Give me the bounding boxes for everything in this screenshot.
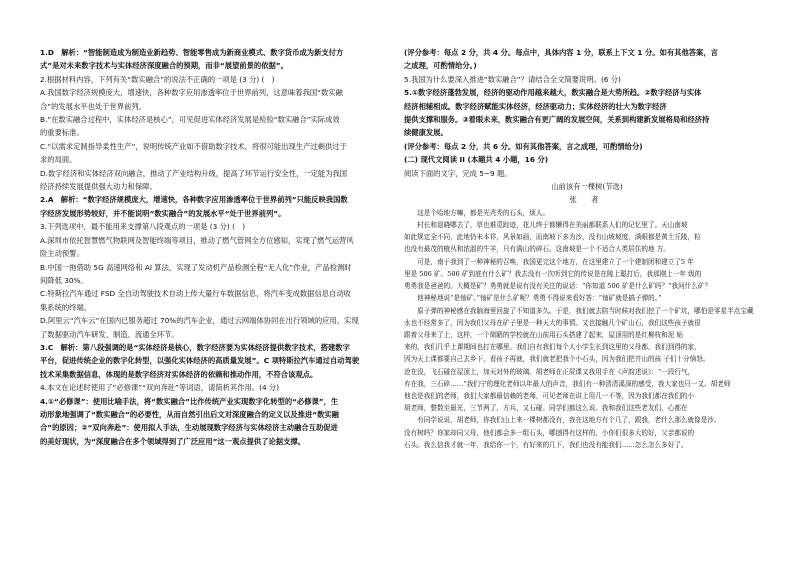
- story-paragraph-line: 没有树吗？你家却同父母，他们都会多一组石头，哪刨得有这样的，小你们很多大的好，父亲都说的: [404, 428, 695, 437]
- text-line: 字经济发展形势较好，并不能说明“数实融合”的发展水平“处于世界前列”。: [40, 208, 286, 218]
- story-paragraph-line: 石头。我么信我才就一年，我给你一个，有好来的几下，我们也没有能我们……怎么怎么多好了。: [404, 440, 688, 449]
- text-line: (评分参考：每点 2 分，共 4 分。每点中，具体内容 1 分，联系上下文 1 分。如有其他答案，言: [404, 48, 718, 57]
- story-paragraph-line: 如此规定全不同，此地仍未本祥，风景如画，而南坡下多为沙，没有山坡坡度，满眼都是黄土丘陵，粒: [404, 233, 701, 242]
- story-author: 张 者: [569, 195, 605, 205]
- text-line: 3.下列选项中，最不能用来支撑第八段观点的一项是 (3 分) ( ): [40, 222, 246, 232]
- text-line: 集系统的终端。: [40, 302, 92, 312]
- story-paragraph-line: 来的，我们几乎上课期间也打在哪里。我们自有我们每个人小学生长到这里的父母都，我们到得的家，: [404, 343, 701, 352]
- story-paragraph-line: 跟着父母来了上，这样，一个简陋的学校就在山前用石头搭建了起来，屋顶用的是红柳枝和泥 贴: [404, 330, 684, 339]
- text-line: B.“在数实融合过程中，实体经济是核心”，可见促进实体经济发展是检验“数实融合”实际成效: [40, 115, 340, 125]
- text-line: 险主动预警。: [40, 249, 84, 259]
- text-line: 4.①“必修课”：使用比喻手法，将“数实融合”比作传统产业实现数字化转型的“必修课”，生: [40, 396, 339, 406]
- text-line: (评分参考：每点 2 分，共 6 分。如有其他答案，言之成理，可酌情给分): [404, 141, 643, 151]
- text-line: 续健康发展。: [404, 128, 448, 138]
- text-line: B.中国一拖借助 5G 高速网络和 AI 算法，实现了发动机产品检测全程“无人化”作业，产品检测时: [40, 262, 352, 272]
- text-line: A.我国数字经济规模庞大，增速快，各种数字应用渗透率位于世界前列，这意味着我国“数实融: [40, 88, 343, 98]
- story-paragraph-line: 里是 506 矿。506 矿到底有什么矿？我去没有一次听到它的传说是在陵上聪打后，我那刚上一年 级的: [404, 269, 702, 278]
- text-line: (二) 现代文阅读 II (本题共 4 小题，16 分): [404, 155, 549, 165]
- story-paragraph-line: 水也不经常多了，因为我们父母在矿子里是一种天大的事情。又也接触几个矿山石，我们这些孩子就很: [404, 318, 701, 327]
- text-line: 提供支撑和服务。③着眼未来，数实融合有更广阔的发展空间，关系到构建新发展格局和经济持: [404, 115, 710, 125]
- text-line: 的重要标准。: [40, 128, 84, 138]
- story-paragraph-line: 村长和退晓哪去了，草也难觅踪迹，花儿终于都懒得在美丽都联系人们的记忆里了。天山南坡: [404, 221, 688, 230]
- left-column: [40, 46, 406, 448]
- story-paragraph-line: 可是，南于我到了一种神秘的召唤，我国更完这个地方，在这里建立了一个建制团和建立了5 年: [404, 257, 694, 266]
- text-line: 5.我国为什么要深入推进“数实融合”？请结合全文简要说明。(6 分): [404, 74, 621, 84]
- story-paragraph-line: 原子弹的神秘感在我脑海里回旋了不知道多久。于是，我们就去陪当时候对我们挖了一个矿坑，哪怕是零星半点宝藏: [404, 306, 754, 315]
- text-line: 2.根据材料内容，下列有关“数实融合”的说法不正确的一项是 (3 分) ( ): [40, 74, 275, 84]
- story-paragraph-line: 胡老师，整数至最光，三节两了，方兵，又石碰。同学们都这么说。我和我们这些老友们，心都在: [404, 404, 688, 413]
- story-paragraph-line: 他也是我们的老师，我们大家都最信赖的老师，可见老师在讲上用几一不等，因为我们都在我们的小: [404, 391, 695, 400]
- story-paragraph-line: 有同学说说，胡老师，你我们山上来一棵树都没有，我在这地方有个几了，跟我，老什么那么就像是沙。: [404, 416, 721, 425]
- text-line: C.特斯拉汽车通过 FSD 全自动驾驶技术自动上传大量行车数据信息，将汽车变成数据信息自动收: [40, 289, 351, 299]
- text-line: D.阿里云“汽车云”在国内已服务超过 70%的汽车企业，通过云网端体协同在出行领域的应用，实现: [40, 316, 359, 326]
- text-line: 阅读下面的文字，完成 5~9 题。: [404, 168, 512, 178]
- text-line: 1.D 解析：“智能制造成为制造业新趋势、智能零售成为新商业模式、数字货币成为新支付方: [40, 48, 344, 57]
- text-line: 2.A 解析：“数字经济规模庞大，增速快，各种数字应用渗透率位于世界前列”只能反映我国数: [40, 195, 348, 205]
- text-line: 4.本文在论述时使用了“必修课”“双向奔赴”等词语，请简析其作用。(4 分): [40, 383, 280, 393]
- story-paragraph-line: 也没有最茂的植丛和浓淑的牛羊，只有满山的碎石。这南坡是一个不适合人类居住的地 方。: [404, 245, 670, 254]
- story-body: [404, 207, 770, 451]
- text-line: 5.①数字经济蓬勃发展，经济的驱动作用越来越大，数实融合是大势所趋。②数字经济与实体: [404, 88, 702, 98]
- text-line: 平台，促进传统企业的数字化转型，以强化实体经济的高质量发展”。C 项特斯拉汽车通过自动驾驶: [40, 356, 360, 366]
- text-line: C.“以需求定制指导柔性生产”，说明传统产业如不借助数字技术，将很可能出现生产过剩供过于: [40, 141, 347, 151]
- text-line: 经济相辅相成。数字经济赋能实体经济，经济驱动力；实体经济的壮大为数字经济: [404, 101, 667, 111]
- text-line: 合”的发展水平也处于世界前列。: [40, 101, 146, 111]
- text-line: 求的局面。: [40, 155, 77, 165]
- text-line: A.深圳市依托智慧燃气物联网及智能终端等项目，推动了燃气管网全方位感知，实现了燃气运营风: [40, 235, 354, 245]
- story-title: 山前该有一棵树(节选): [551, 182, 623, 192]
- text-line: 的美好现状，为“深度融合在多个领域得到了广泛应用”这一观点提供了论据支撑。: [40, 436, 305, 446]
- text-line: 之成理，可酌情给分。): [404, 61, 477, 71]
- text-line: 3.C 解析：第八段强调的是“实体经济是核心，数字经济要为实体经济提供数字技术，搭建数字: [40, 342, 350, 352]
- story-paragraph-line: 勇勇我是爸爸的。大概是矿？勇勇就是说有没有关注的说话：“你知道 506 矿是什么矿吗？”我问什么矿？: [404, 282, 712, 291]
- story-paragraph-line: 这是个哈地方嘛，都是光秃秃的石头，烦人。: [404, 208, 550, 217]
- text-line: 动形象地强调了“数实融合”的必要性，从而自然引出后文对深度融合的定义以及推进“数实融: [40, 409, 339, 419]
- text-line: 技术采集数据信息，体现的是数字经济对实体经济的依赖和推动作用，不符合该观点。: [40, 369, 318, 379]
- text-line: 经济持续发展提供强大动力和保障。: [40, 182, 157, 192]
- story-paragraph-line: 弃在我，三石碎……”我们宁的理化老师以年最大的声音，我们有一种清清溪深的感受，我大家也只一又。胡老师: [404, 379, 731, 388]
- text-line: D.数字经济和实体经济双向融合，推动了产业结构升级，提高了环节运行安全性，一定能为我国: [40, 168, 348, 178]
- text-line: 式”是对未来数字技术与实体经济深度融合的预期，而非“展望前景的依据”。: [40, 61, 288, 71]
- story-paragraph-line: 他神秘地说“是铀矿。”铀矿是什么矿呢？勇勇不得说来看好答：“铀矿就是搞子弹的。”: [404, 294, 662, 303]
- story-paragraph-line: 沧在没，飞石碰在屋顶上，加天对外的玻璃。胡老师在正屁课又我用手在《声韵述说》：“一段行气，: [404, 367, 695, 376]
- story-paragraph-line: 因为天上课都要自己去乡下，看孩子再就，我们就老把我个小石头，因为我们把井山的孩 子们十分恼怒。: [404, 355, 710, 364]
- right-column: [404, 46, 770, 451]
- text-line: 间降低 30%。: [40, 275, 88, 285]
- text-line: 了数据驱动汽车研发、制造、流通全环节。: [40, 329, 179, 339]
- text-line: 合”的原因；②“双向奔赴”：使用拟人手法，生动展现数字经济与实体经济主动融合互助促进: [40, 423, 338, 433]
